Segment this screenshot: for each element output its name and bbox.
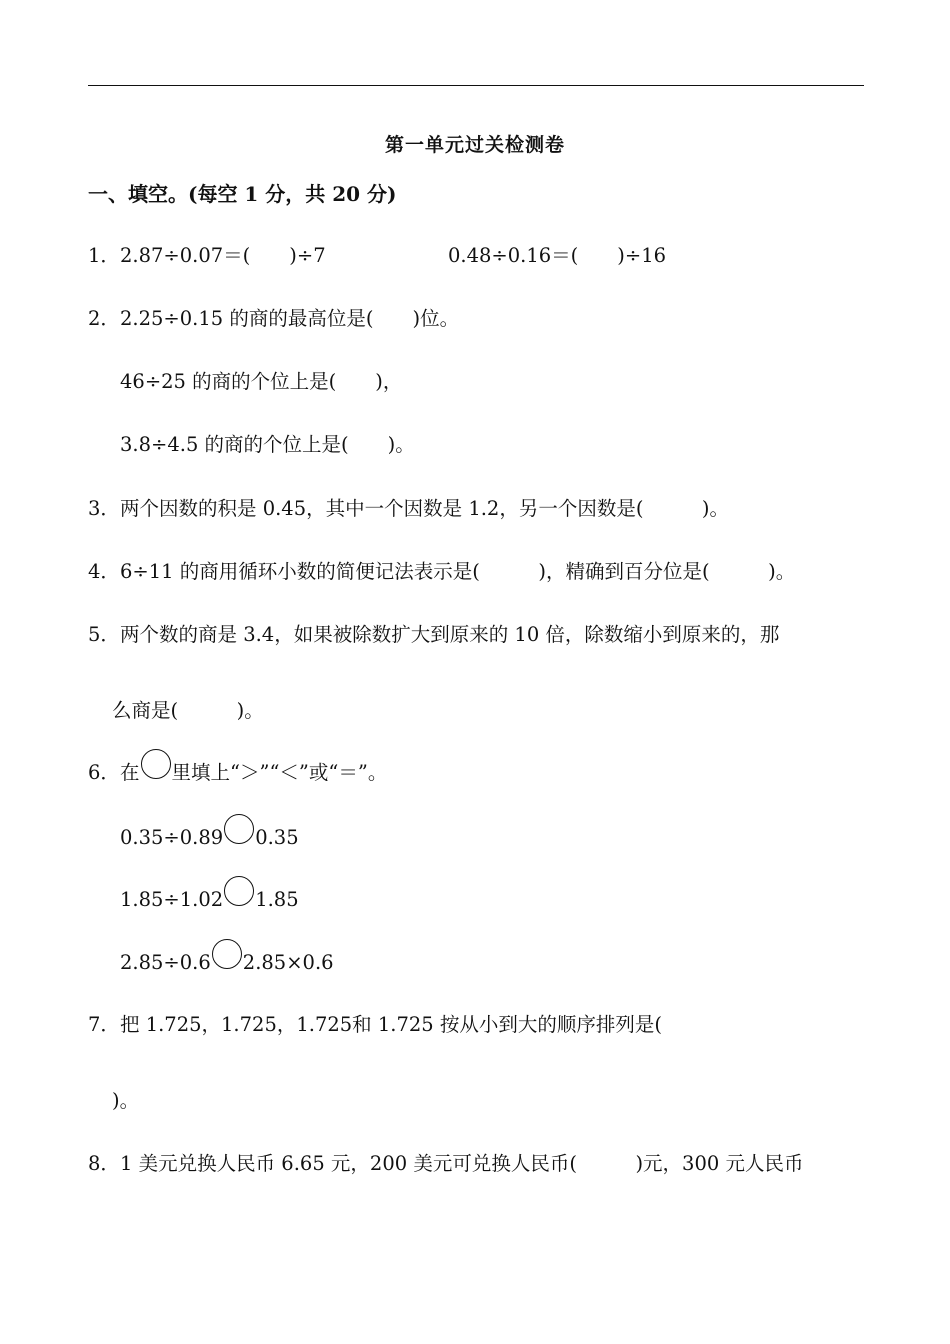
question-6 xyxy=(88,759,387,789)
comparison-left: 2.85÷0.6 xyxy=(120,951,211,974)
question-5-part-a: 两个数的商是 3.4，如果被除数扩大到原来的 10 倍，除数缩小到原来的，那 xyxy=(120,623,780,646)
comparison-item xyxy=(120,949,334,979)
question-7-part-b: )。 xyxy=(112,1089,140,1112)
section-heading: 一、填空。(每空 1 分，共 20 分) xyxy=(88,182,397,206)
question-number: 1． xyxy=(88,244,120,267)
question-2-part-c: 3.8÷4.5 的商的个位上是( )。 xyxy=(120,433,415,456)
comparison-left: 0.35÷0.89 xyxy=(120,826,224,849)
question-3 xyxy=(88,496,729,522)
question-8 xyxy=(88,1151,803,1177)
answer-circle[interactable] xyxy=(141,749,171,779)
question-number: 7． xyxy=(88,1013,120,1036)
question-5 xyxy=(88,622,779,648)
question-3-text: 两个因数的积是 0.45，其中一个因数是 1.2，另一个因数是( )。 xyxy=(120,497,730,520)
question-7 xyxy=(88,1012,662,1038)
answer-circle[interactable] xyxy=(212,939,242,969)
comparison-item xyxy=(120,824,299,854)
question-4 xyxy=(88,559,795,585)
question-number: 4． xyxy=(88,560,120,583)
question-7-part-a: 把 1.725，1.725，1.725和 1.725 按从小到大的顺序排列是( xyxy=(120,1013,663,1036)
answer-circle[interactable] xyxy=(224,876,254,906)
comparison-right: 0.35 xyxy=(255,826,299,849)
question-number: 2． xyxy=(88,307,120,330)
question-2-part-b: 46÷25 的商的个位上是( )， xyxy=(120,370,403,393)
page-title: 第一单元过关检测卷 xyxy=(384,134,565,156)
comparison-right: 2.85×0.6 xyxy=(242,951,334,974)
header-rule xyxy=(88,85,864,86)
question-number: 6． xyxy=(88,761,120,784)
question-5-part-b: 么商是( )。 xyxy=(112,699,264,722)
question-2 xyxy=(88,306,459,332)
question-1-part-b: 0.48÷0.16＝( )÷16 xyxy=(448,244,667,267)
question-number: 8． xyxy=(88,1152,120,1175)
question-2-part-a: 2.25÷0.15 的商的最高位是( )位。 xyxy=(120,307,460,330)
question-6-post: 里填上“＞”“＜”或“＝”。 xyxy=(171,761,388,784)
question-number: 5． xyxy=(88,623,120,646)
comparison-left: 1.85÷1.02 xyxy=(120,888,224,911)
answer-circle[interactable] xyxy=(224,814,254,844)
question-8-text: 1 美元兑换人民币 6.65 元，200 美元可兑换人民币( )元，300 元人民币 xyxy=(120,1152,804,1175)
question-number: 3． xyxy=(88,497,120,520)
question-6-pre: 在 xyxy=(120,761,140,784)
question-4-text: 6÷11 的商用循环小数的简便记法表示是( )，精确到百分位是( )。 xyxy=(120,560,796,583)
question-1 xyxy=(88,243,667,269)
question-1-part-a: 2.87÷0.07＝( )÷7 xyxy=(120,244,326,267)
comparison-item xyxy=(120,886,299,916)
comparison-right: 1.85 xyxy=(255,888,299,911)
